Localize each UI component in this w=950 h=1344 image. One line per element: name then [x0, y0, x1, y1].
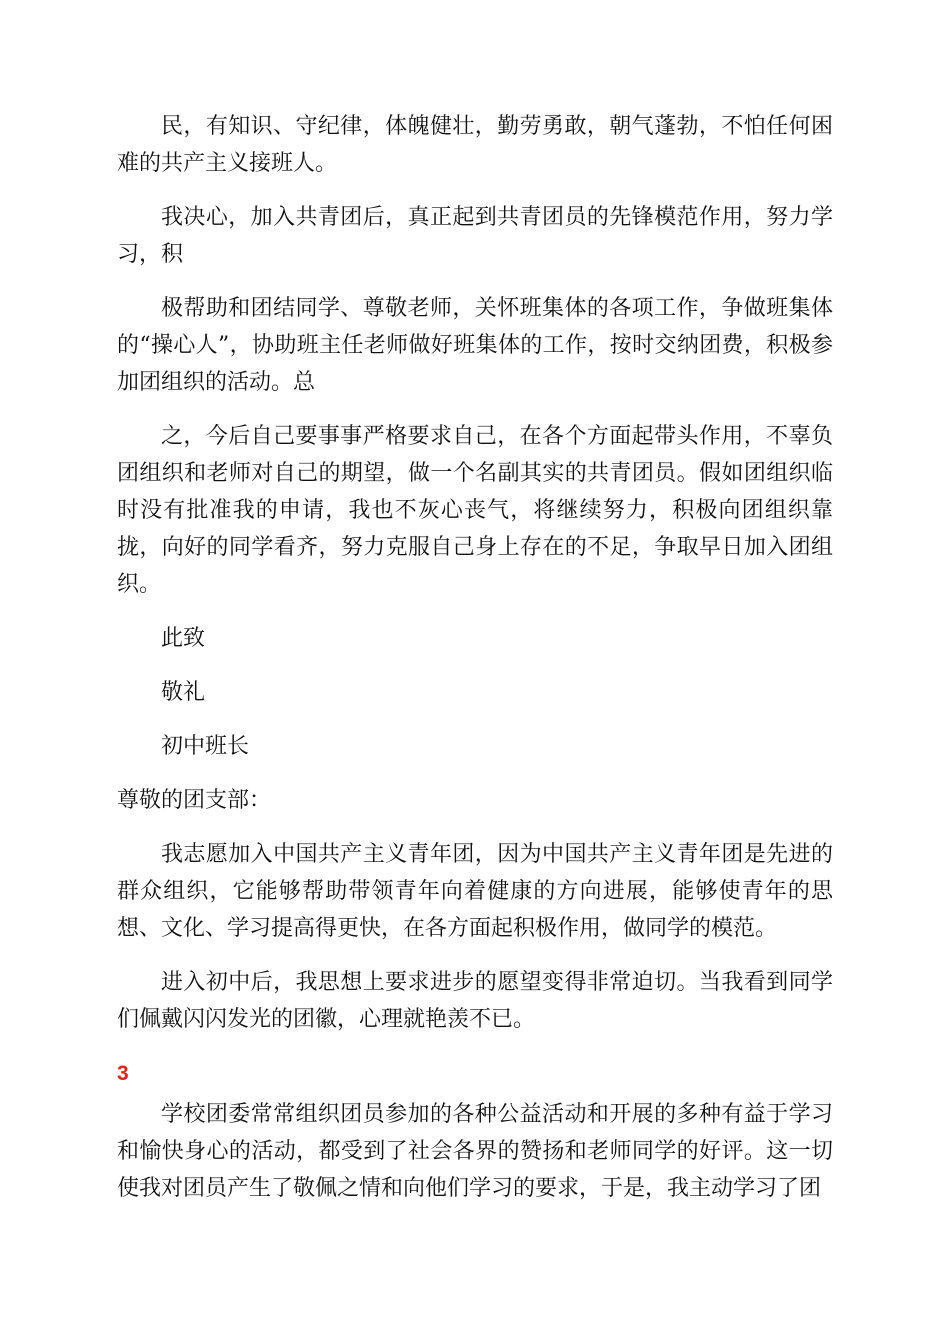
salutation: 尊敬的团支部：	[117, 788, 272, 813]
closing-salute: 敬礼	[161, 680, 206, 705]
section-number: 3	[117, 1062, 129, 1085]
paragraph: 我决心，加入共青团后，真正起到共青团员的先锋模范作用，努力学习，积	[117, 205, 833, 267]
paragraph: 极帮助和团结同学、尊敬老师，关怀班集体的各项工作，争做班集体的“操心人”，协助班主任老师做好班集体的工作，按时交纳团费，积极参加团组织的活动。总	[117, 296, 833, 395]
paragraph: 我志愿加入中国共产主义青年团，因为中国共产主义青年团是先进的群众组织，它能够帮助带领青年向着健康的方向进展，能够使青年的思想、文化、学习提高得更快，在各方面起积极作用，做同学的模范。	[117, 842, 833, 941]
signature: 初中班长	[161, 734, 250, 759]
paragraph: 进入初中后，我思想上要求进步的愿望变得非常迫切。当我看到同学们佩戴闪闪发光的团徽，心理就艳羡不已。	[117, 970, 833, 1032]
paragraph: 之，今后自己要事事严格要求自己，在各个方面起带头作用，不辜负团组织和老师对自己的期望，做一个名副其实的共青团员。假如团组织临时没有批准我的申请，我也不灰心丧气，将继续努力，积极向团组织靠拢，向好的同学看齐，努力克服自己身上存在的不足，争取早日加入团组织。	[117, 424, 833, 597]
closing-phrase: 此致	[161, 626, 206, 651]
paragraph: 民，有知识、守纪律，体魄健壮，勤劳勇敢，朝气蓬勃，不怕任何困难的共产主义接班人。	[117, 114, 833, 176]
paragraph: 学校团委常常组织团员参加的各种公益活动和开展的多种有益于学习和愉快身心的活动，都受到了社会各界的赞扬和老师同学的好评。这一切使我对团员产生了敬佩之情和向他们学习的要求，于是，我主动学习了团	[117, 1102, 833, 1201]
document-body	[117, 108, 833, 1224]
